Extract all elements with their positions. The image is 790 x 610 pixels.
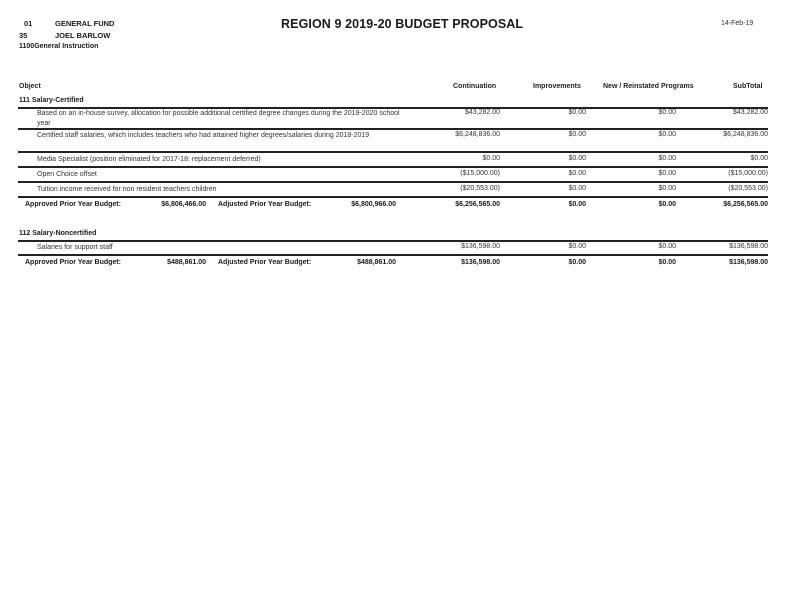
row-new-programs: $0.00 — [658, 185, 676, 192]
divider — [18, 254, 768, 256]
approved-label: Approved Prior Year Budget: — [25, 259, 121, 266]
location-code: 35 — [19, 31, 28, 40]
approved-value: $488,861.00 — [167, 259, 206, 266]
location-name: JOEL BARLOW — [55, 31, 111, 40]
row-continuation: $6,248,836.00 — [455, 131, 500, 138]
divider — [18, 196, 768, 198]
col-continuation: Continuation — [453, 83, 497, 90]
report-title: REGION 9 2019-20 BUDGET PROPOSAL — [281, 17, 524, 31]
report-date: 14-Feb-19 — [721, 20, 754, 27]
col-improvements: Improvements — [533, 83, 581, 90]
function-label — [19, 43, 98, 50]
row-description: Based on an in-house survey, allocation for possible additional certified degree changes during the 2019-2020 school year — [37, 110, 400, 127]
row-subtotal: ($15,000.00) — [728, 170, 768, 177]
row-new-programs: $0.00 — [658, 155, 676, 162]
fund-name: GENERAL FUND — [55, 19, 115, 28]
section-title: 111 Salary-Certified — [19, 97, 84, 104]
row-subtotal: $0.00 — [750, 155, 768, 162]
divider — [18, 151, 768, 153]
divider — [18, 166, 768, 168]
row-new-programs: $0.00 — [658, 170, 676, 177]
row-subtotal: ($20,553.00) — [728, 185, 768, 192]
row-continuation: $43,282.00 — [464, 109, 500, 116]
function-code: 1100 — [19, 43, 35, 50]
row-description: Open Choice offset — [37, 171, 97, 178]
row-continuation: $136,598.00 — [461, 243, 500, 250]
row-description: Tuition income received for non resident teachers children — [37, 186, 217, 193]
row-new-programs: $0.00 — [658, 109, 676, 116]
row-description: Media Specialist (position eliminated for 2017-18: replacement deferred) — [37, 156, 261, 163]
fund-code: 01 — [24, 19, 33, 28]
col-new-programs: New / Reinstated Programs — [603, 83, 694, 90]
adjusted-label: Adjusted Prior Year Budget: — [218, 201, 312, 208]
col-object: Object — [19, 83, 41, 90]
adjusted-label: Adjusted Prior Year Budget: — [218, 259, 312, 266]
row-description: Salaries for support staff — [37, 244, 113, 251]
adjusted-value: $6,800,966.00 — [351, 201, 396, 208]
divider — [18, 240, 768, 242]
approved-value: $6,806,466.00 — [161, 201, 206, 208]
total-new-programs: $0.00 — [658, 259, 676, 266]
row-subtotal: $6,248,836.00 — [723, 131, 768, 138]
approved-label: Approved Prior Year Budget: — [25, 201, 121, 208]
row-continuation: ($15,000.00) — [460, 170, 500, 177]
divider — [18, 128, 768, 130]
divider — [18, 181, 768, 183]
row-subtotal: $43,282.00 — [732, 109, 768, 116]
row-new-programs: $0.00 — [658, 131, 676, 138]
row-improvements: $0.00 — [568, 243, 586, 250]
row-subtotal: $136,598.00 — [729, 243, 768, 250]
total-continuation: $6,256,565.00 — [455, 201, 500, 208]
row-improvements: $0.00 — [568, 131, 586, 138]
section-title: 112 Salary-Noncertified — [19, 230, 97, 237]
row-continuation: $0.00 — [482, 155, 500, 162]
total-subtotal: $6,256,565.00 — [723, 201, 768, 208]
total-new-programs: $0.00 — [658, 201, 676, 208]
row-improvements: $0.00 — [568, 170, 586, 177]
total-subtotal: $136,598.00 — [729, 259, 768, 266]
col-subtotal: SubTotal — [733, 83, 763, 90]
total-improvements: $0.00 — [568, 259, 586, 266]
row-new-programs: $0.00 — [658, 243, 676, 250]
total-continuation: $136,598.00 — [461, 259, 500, 266]
adjusted-value: $488,861.00 — [357, 259, 396, 266]
function-name: General Instruction — [34, 43, 99, 50]
row-improvements: $0.00 — [568, 109, 586, 116]
row-continuation: ($20,553.00) — [460, 185, 500, 192]
row-improvements: $0.00 — [568, 155, 586, 162]
row-improvements: $0.00 — [568, 185, 586, 192]
total-improvements: $0.00 — [568, 201, 586, 208]
row-description: Certified staff salaries, which includes teachers who had attained higher degrees/salaries during 2018-2019 — [37, 132, 370, 139]
